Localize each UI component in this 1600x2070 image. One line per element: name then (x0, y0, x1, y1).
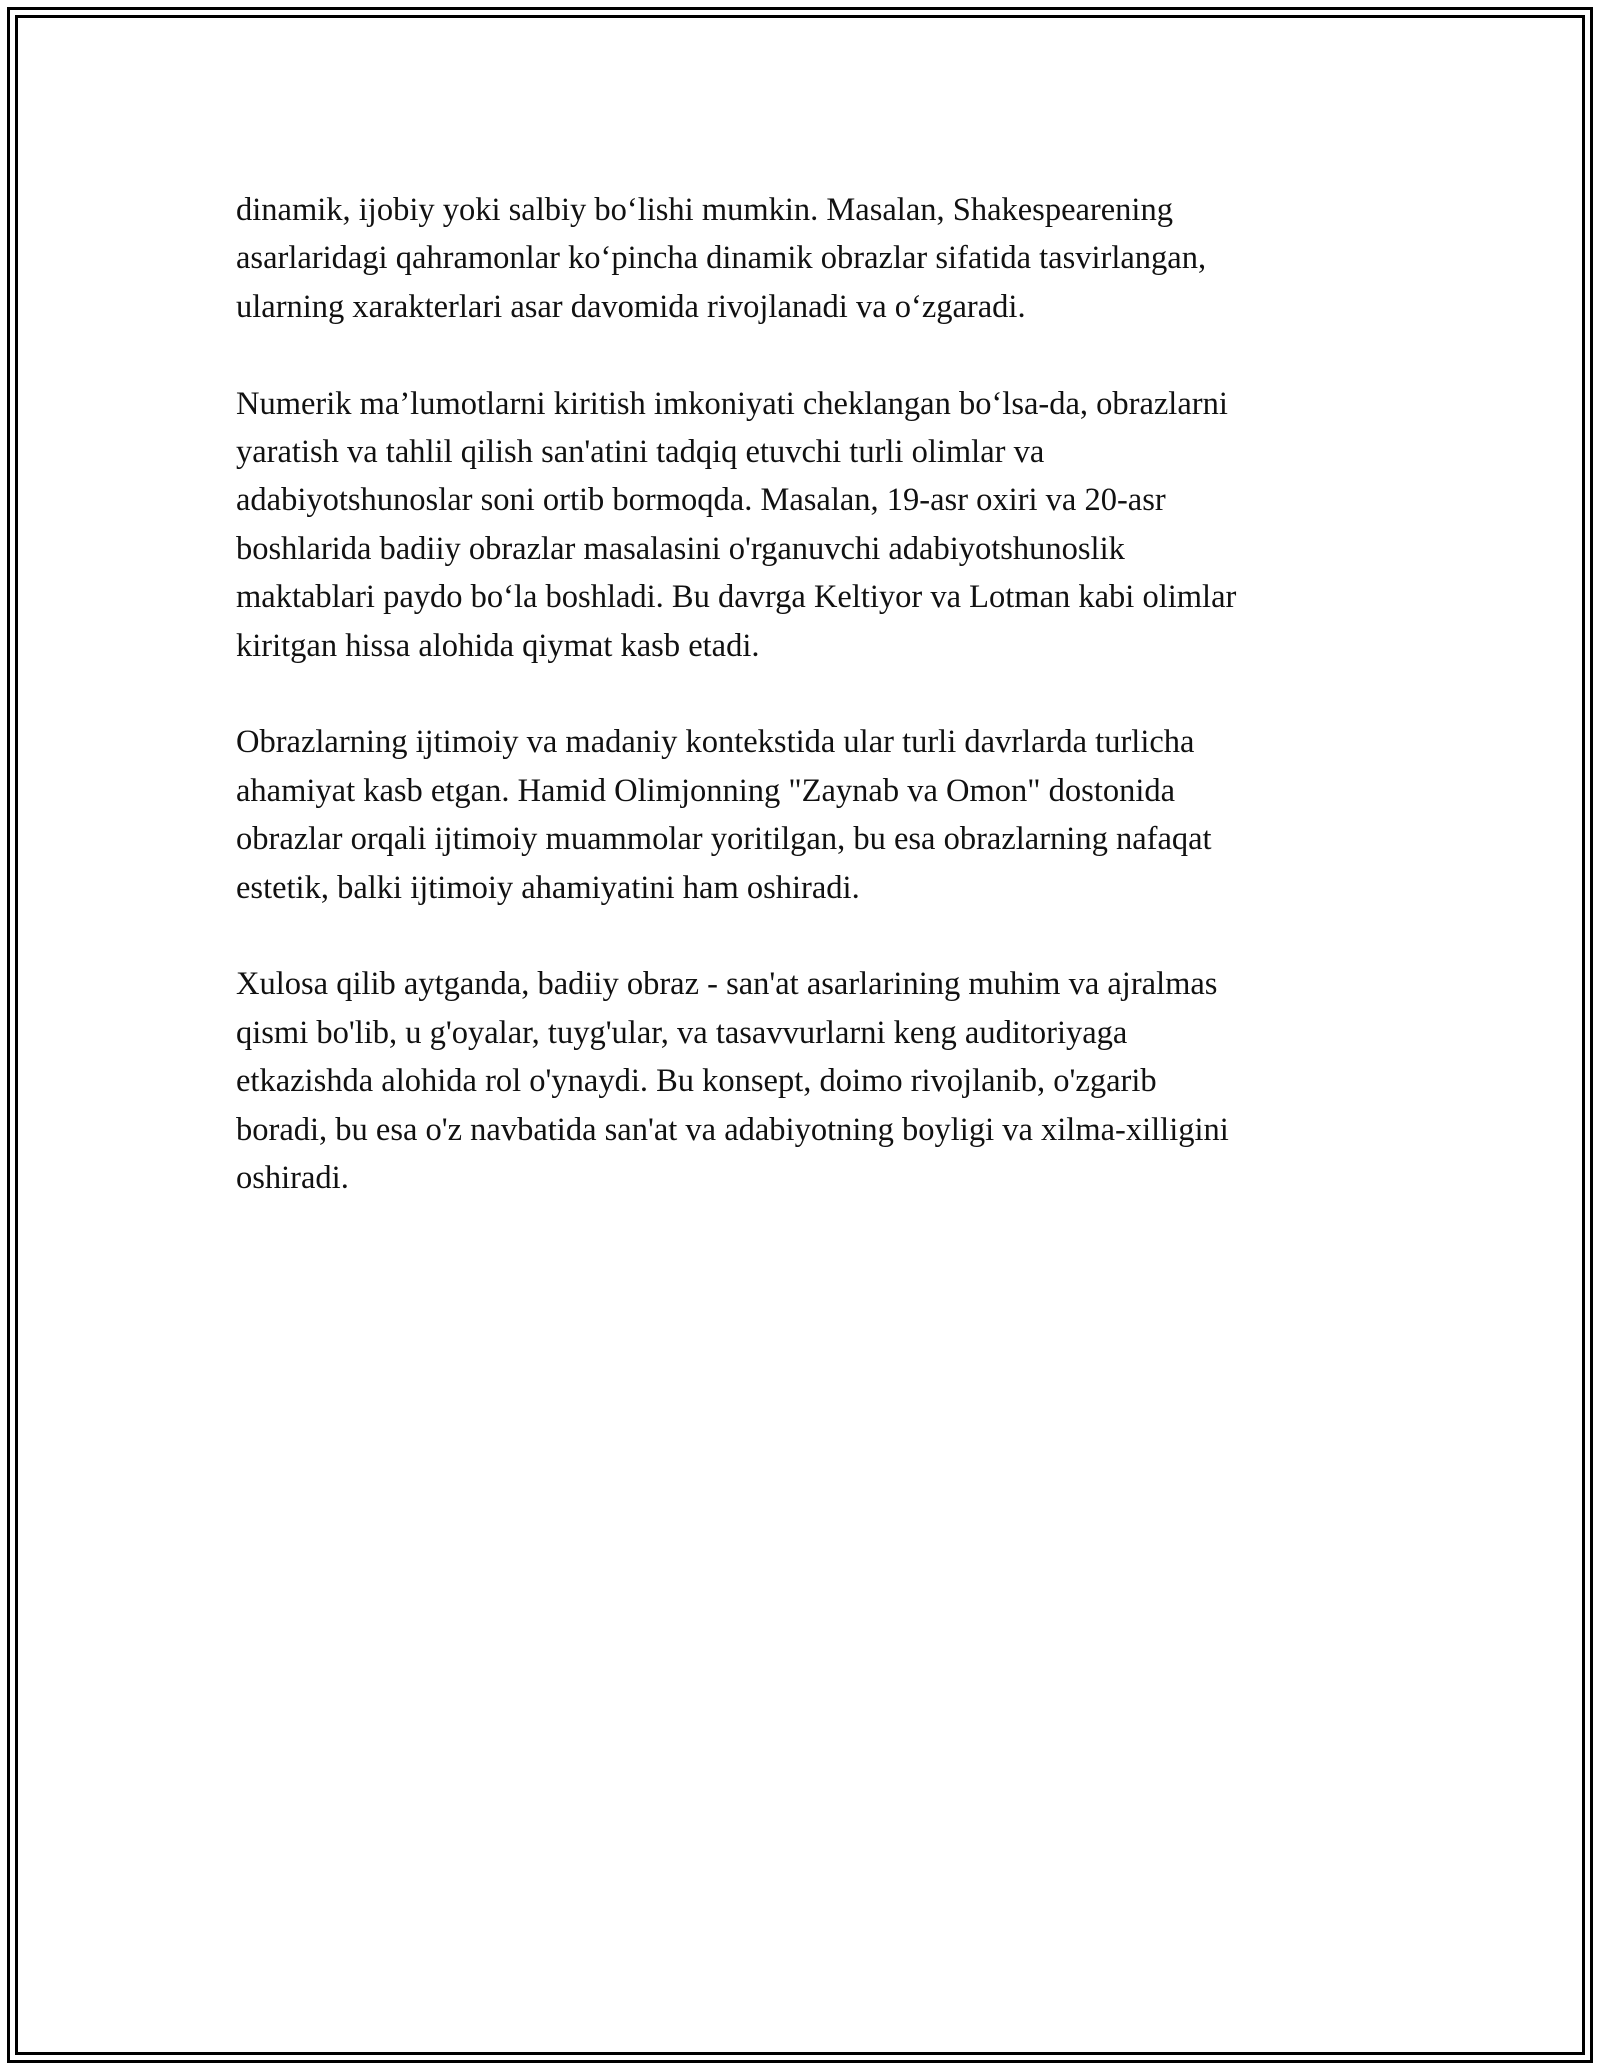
text-line: yaratish va tahlil qilish san'atini tadqiq etuvchi turli olimlar va (236, 434, 1045, 471)
paragraph-2 (236, 380, 1376, 670)
text-line: boradi, bu esa o'z navbatida san'at va adabiyotning boyligi va xilma-xilligini (236, 1111, 1229, 1148)
text-line: obrazlar orqali ijtimoiy muammolar yoritilgan, bu esa obrazlarning nafaqat (236, 821, 1212, 858)
text-line: Obrazlarning ijtimoiy va madaniy kontekstida ular turli davrlarda turlicha (236, 724, 1195, 761)
text-line: kiritgan hissa alohida qiymat kasb etadi. (236, 627, 760, 664)
document-body (236, 186, 1376, 1251)
text-line: Numerik ma’lumotlarni kiritish imkoniyati cheklangan bo‘lsa-da, obrazlarni (236, 385, 1228, 422)
text-line: etkazishda alohida rol o'ynaydi. Bu konsept, doimo rivojlanib, o'zgarib (236, 1063, 1157, 1100)
text-line: dinamik, ijobiy yoki salbiy bo‘lishi mumkin. Masalan, Shakespearening (236, 192, 1173, 228)
text-line: ularning xarakterlari asar davomida rivojlanadi va o‘zgaradi. (236, 288, 1026, 325)
text-line: estetik, balki ijtimoiy ahamiyatini ham oshiradi. (236, 869, 860, 906)
paragraph-3 (236, 718, 1376, 912)
text-line: ahamiyat kasb etgan. Hamid Olimjonning "Zaynab va Omon" dostonida (236, 772, 1176, 809)
text-line: maktablari paydo bo‘la boshladi. Bu davrga Keltiyor va Lotman kabi olimlar (236, 579, 1237, 616)
text-line: oshiradi. (236, 1160, 349, 1197)
text-line: asarlaridagi qahramonlar ko‘pincha dinamik obrazlar sifatida tasvirlangan, (236, 240, 1207, 277)
text-line: adabiyotshunoslar soni ortib bormoqda. Masalan, 19-asr oxiri va 20-asr (236, 482, 1166, 519)
text-line: qismi bo'lib, u g'oyalar, tuyg'ular, va tasavvurlarni keng auditoriyaga (236, 1014, 1128, 1051)
text-line: boshlarida badiiy obrazlar masalasini o'rganuvchi adabiyotshunoslik (236, 530, 1125, 567)
paragraph-4 (236, 960, 1376, 1202)
text-line: Xulosa qilib aytganda, badiiy obraz - san'at asarlarining muhim va ajralmas (236, 966, 1218, 1003)
paragraph-1 (236, 186, 1376, 331)
